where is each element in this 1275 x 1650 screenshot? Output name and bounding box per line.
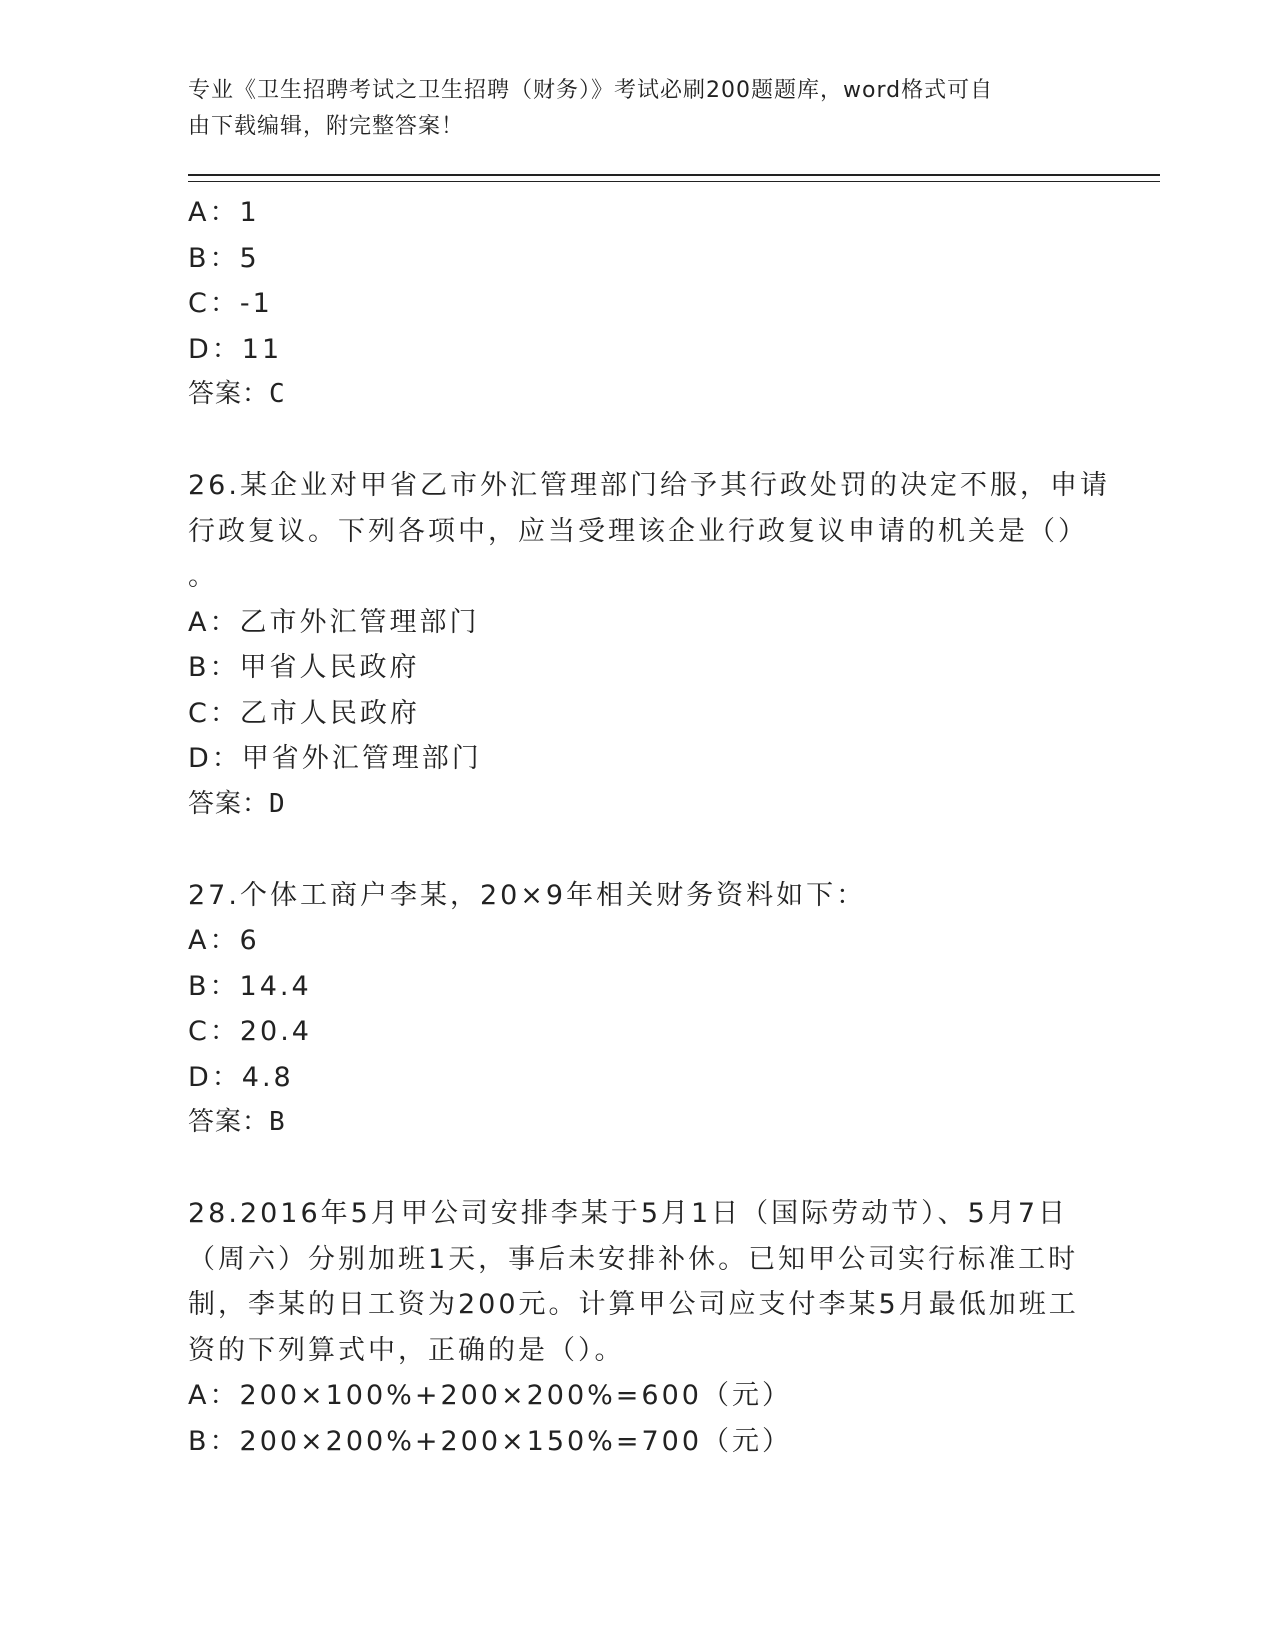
- spacer: [188, 1146, 1088, 1192]
- option-b: B：14.4: [188, 970, 312, 1002]
- option-a: A：乙市外汇管理部门: [188, 606, 480, 638]
- option-b: B：5: [188, 242, 260, 274]
- question-text-line-1: 27.个体工商户李某，20×9年相关财务资料如下：: [188, 879, 867, 911]
- question-25: [188, 190, 1088, 418]
- option-d: D：4.8: [188, 1061, 294, 1093]
- option-c: C：20.4: [188, 1016, 312, 1047]
- option-d: D：甲省外汇管理部门: [188, 743, 482, 774]
- option-b: B：甲省人民政府: [188, 652, 420, 683]
- question-27: [188, 873, 1088, 1146]
- option-a: A：6: [188, 925, 260, 956]
- option-c: C：乙市人民政府: [188, 697, 420, 729]
- spacer: [188, 827, 1088, 873]
- question-list: [188, 190, 1110, 1464]
- option-b: B：200×200%+200×150%=700（元）: [188, 1425, 792, 1457]
- answer-line: 答案：C: [188, 379, 286, 409]
- header-title-line-1: 专业《卫生招聘考试之卫生招聘（财务）》考试必刷200题题库，word格式可自: [188, 78, 994, 103]
- answer-line: 答案：B: [188, 1107, 286, 1137]
- option-c: C：-1: [188, 288, 273, 319]
- spacer: [188, 418, 1088, 464]
- option-d: D：11: [188, 333, 283, 365]
- question-28: [188, 1191, 1088, 1464]
- header-divider-thick: [188, 174, 1160, 176]
- question-text-line-1: 26.某企业对甲省乙市外汇管理部门给予其行政处罚的决定不服，申请: [188, 470, 1110, 501]
- header-title-line-2: 由下载编辑，附完整答案！: [188, 114, 465, 139]
- question-text-line-3: 。: [188, 561, 218, 592]
- document-header: [188, 73, 1068, 145]
- question-26: [188, 463, 1110, 827]
- answer-line: 答案：D: [188, 788, 286, 819]
- question-text-line-2: （周六）分别加班1天，事后未安排补休。已知甲公司实行标准工时: [188, 1243, 1079, 1275]
- question-text-line-2: 行政复议。下列各项中，应当受理该企业行政复议申请的机关是（）: [188, 515, 1088, 547]
- question-text-line-3: 制，李某的日工资为200元。计算甲公司应支付李某5月最低加班工: [188, 1289, 1079, 1320]
- question-text-line-4: 资的下列算式中，正确的是（）。: [188, 1334, 625, 1366]
- option-a: A：1: [188, 197, 260, 228]
- option-a: A：200×100%+200×200%=600（元）: [188, 1380, 792, 1411]
- question-text-line-1: 28.2016年5月甲公司安排李某于5月1日（国际劳动节）、5月7日: [188, 1198, 1069, 1229]
- header-divider-thin: [188, 181, 1160, 182]
